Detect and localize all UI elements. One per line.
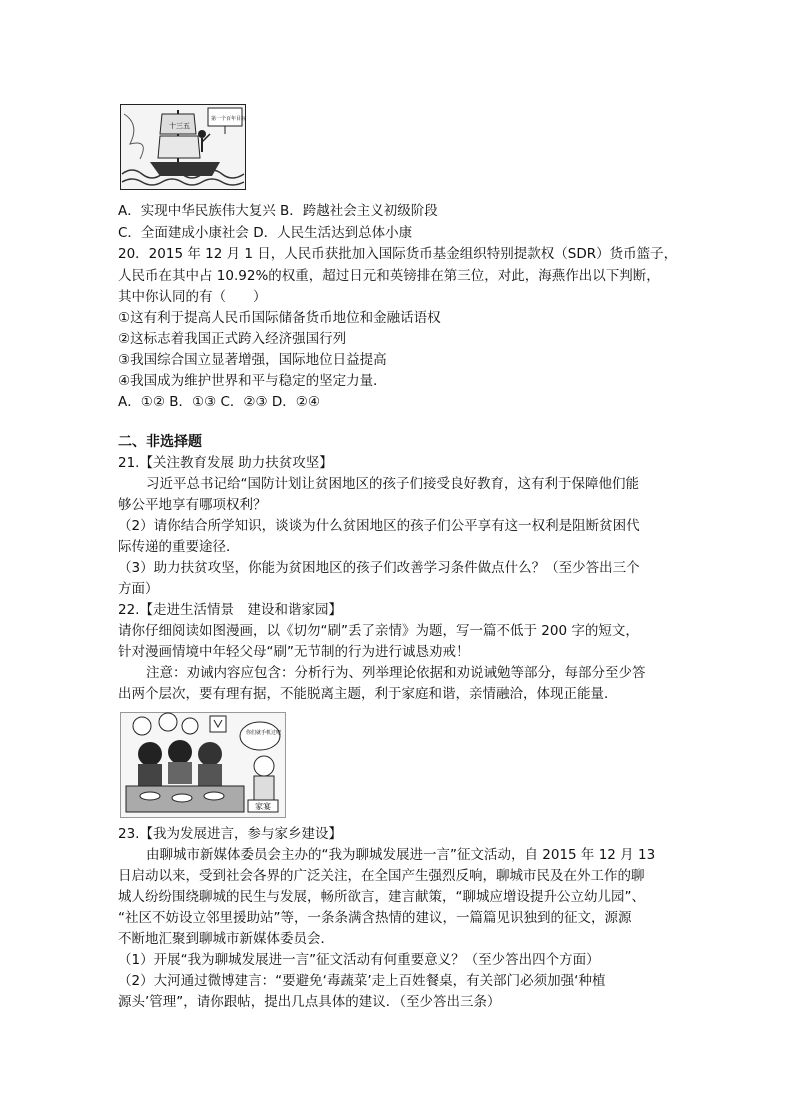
q22-line-1: 请你仔细阅读如图漫画，以《切勿“刷”丢了亲情》为题，写一篇不低于 200 字的短文， [118, 623, 639, 639]
q22-note-1: 注意：劝诫内容应包含：分析行为、列举理论依据和劝说诫勉等部分，每部分至少答 [146, 665, 646, 681]
q19-options-ab: A．实现中华民族伟大复兴 B．跨越社会主义初级阶段 [118, 203, 438, 219]
goal-sign-text: 第一个百年目标 [211, 116, 246, 122]
q22-note-2: 出两个层次，要有理有据，不能脱离主题，利于家庭和谐，亲情融洽，体现正能量． [118, 686, 618, 702]
section-title: 二、非选择题 [118, 434, 202, 450]
q23-line-2: 日启动以来，受到社会各界的广泛关注，在全国产生强烈反响，聊城市民及在外工作的聊 [118, 868, 645, 884]
q20-statement-1: ①这有利于提高人民币国际储备货币地位和金融话语权 [118, 310, 441, 326]
q20-options: A．①② B．①③ C．②③ D．②④ [118, 394, 321, 410]
q20-line-3: 其中你认同的有（ ） [118, 289, 267, 305]
ship-label: 十三五 [169, 122, 190, 130]
q20-statement-4: ④我国成为维护世界和平与稳定的坚定力量． [118, 373, 387, 389]
q21-title: 21.【关注教育发展 助力扶贫攻坚】 [118, 455, 333, 471]
q19-options-cd: C．全面建成小康社会 D．人民生活达到总体小康 [118, 225, 413, 241]
q20-statement-3: ③我国综合国立显著增强，国际地位日益提高 [118, 352, 387, 368]
speech-bubble-text: 你们就手机过吧 [246, 730, 282, 736]
table-label: 家宴 [255, 802, 271, 811]
q21-p3b: 方面） [118, 581, 159, 597]
q23-title: 23.【我为发展进言，参与家乡建设】 [118, 826, 342, 842]
q23-question-2b: 源头’管理”，请你跟帖，提出几点具体的建议．（至少答出三条） [118, 994, 501, 1010]
q21-p3a: （3）助力扶贫攻坚，你能为贫困地区的孩子们改善学习条件做点什么？（至少答出三个 [118, 560, 640, 576]
q20-line-1: 20．2015 年 12 月 1 日，人民币获批加入国际货币基金组织特别提款权（SDR）货币篮子， [118, 246, 678, 262]
q21-p1b: 够公平地享有哪项权利？ [118, 497, 267, 513]
q23-line-4: “社区不妨设立邻里援助站”等，一条条满含热情的建议，一篇篇见识独到的征文，源源 [118, 910, 632, 926]
q23-question-2a: （2）大河通过微博建言：“要避免‘毒蔬菜’走上百姓餐桌，有关部门必须加强‘种植 [118, 973, 606, 989]
q21-p2a: （2）请你结合所学知识，谈谈为什么贫困地区的孩子们公平享有这一权利是阻断贫困代 [118, 518, 640, 534]
family-dinner-cartoon [120, 712, 286, 818]
q22-title: 22.【走进生活情景 建设和谐家园】 [118, 602, 342, 618]
q21-p1a: 习近平总书记给“国防计划让贫困地区的孩子们接受良好教育，这有利于保障他们能 [146, 476, 639, 492]
q20-statement-2: ②这标志着我国正式跨入经济强国行列 [118, 331, 347, 347]
q21-p2b: 际传递的重要途径． [118, 539, 240, 555]
q23-line-5: 不断地汇聚到聊城市新媒体委员会． [118, 931, 334, 947]
q20-line-2: 人民币在其中占 10.92%的权重，超过日元和英镑排在第三位，对此，海燕作出以下判断， [118, 268, 660, 284]
q22-line-2: 针对漫画情境中年轻父母“刷”无节制的行为进行诚恳劝戒！ [118, 644, 470, 660]
q23-question-1: （1）开展“我为聊城发展进一言”征文活动有何重要意义？（至少答出四个方面） [118, 952, 600, 968]
q23-line-3: 城人纷纷围绕聊城的民生与发展，畅所欲言，建言献策，“聊城应增设提升公立幼儿园”、 [118, 889, 645, 905]
ship-cartoon [120, 104, 246, 190]
q23-line-1: 由聊城市新媒体委员会主办的“我为聊城发展进一言”征文活动，自 2015 年 12 月 13 [146, 847, 656, 863]
